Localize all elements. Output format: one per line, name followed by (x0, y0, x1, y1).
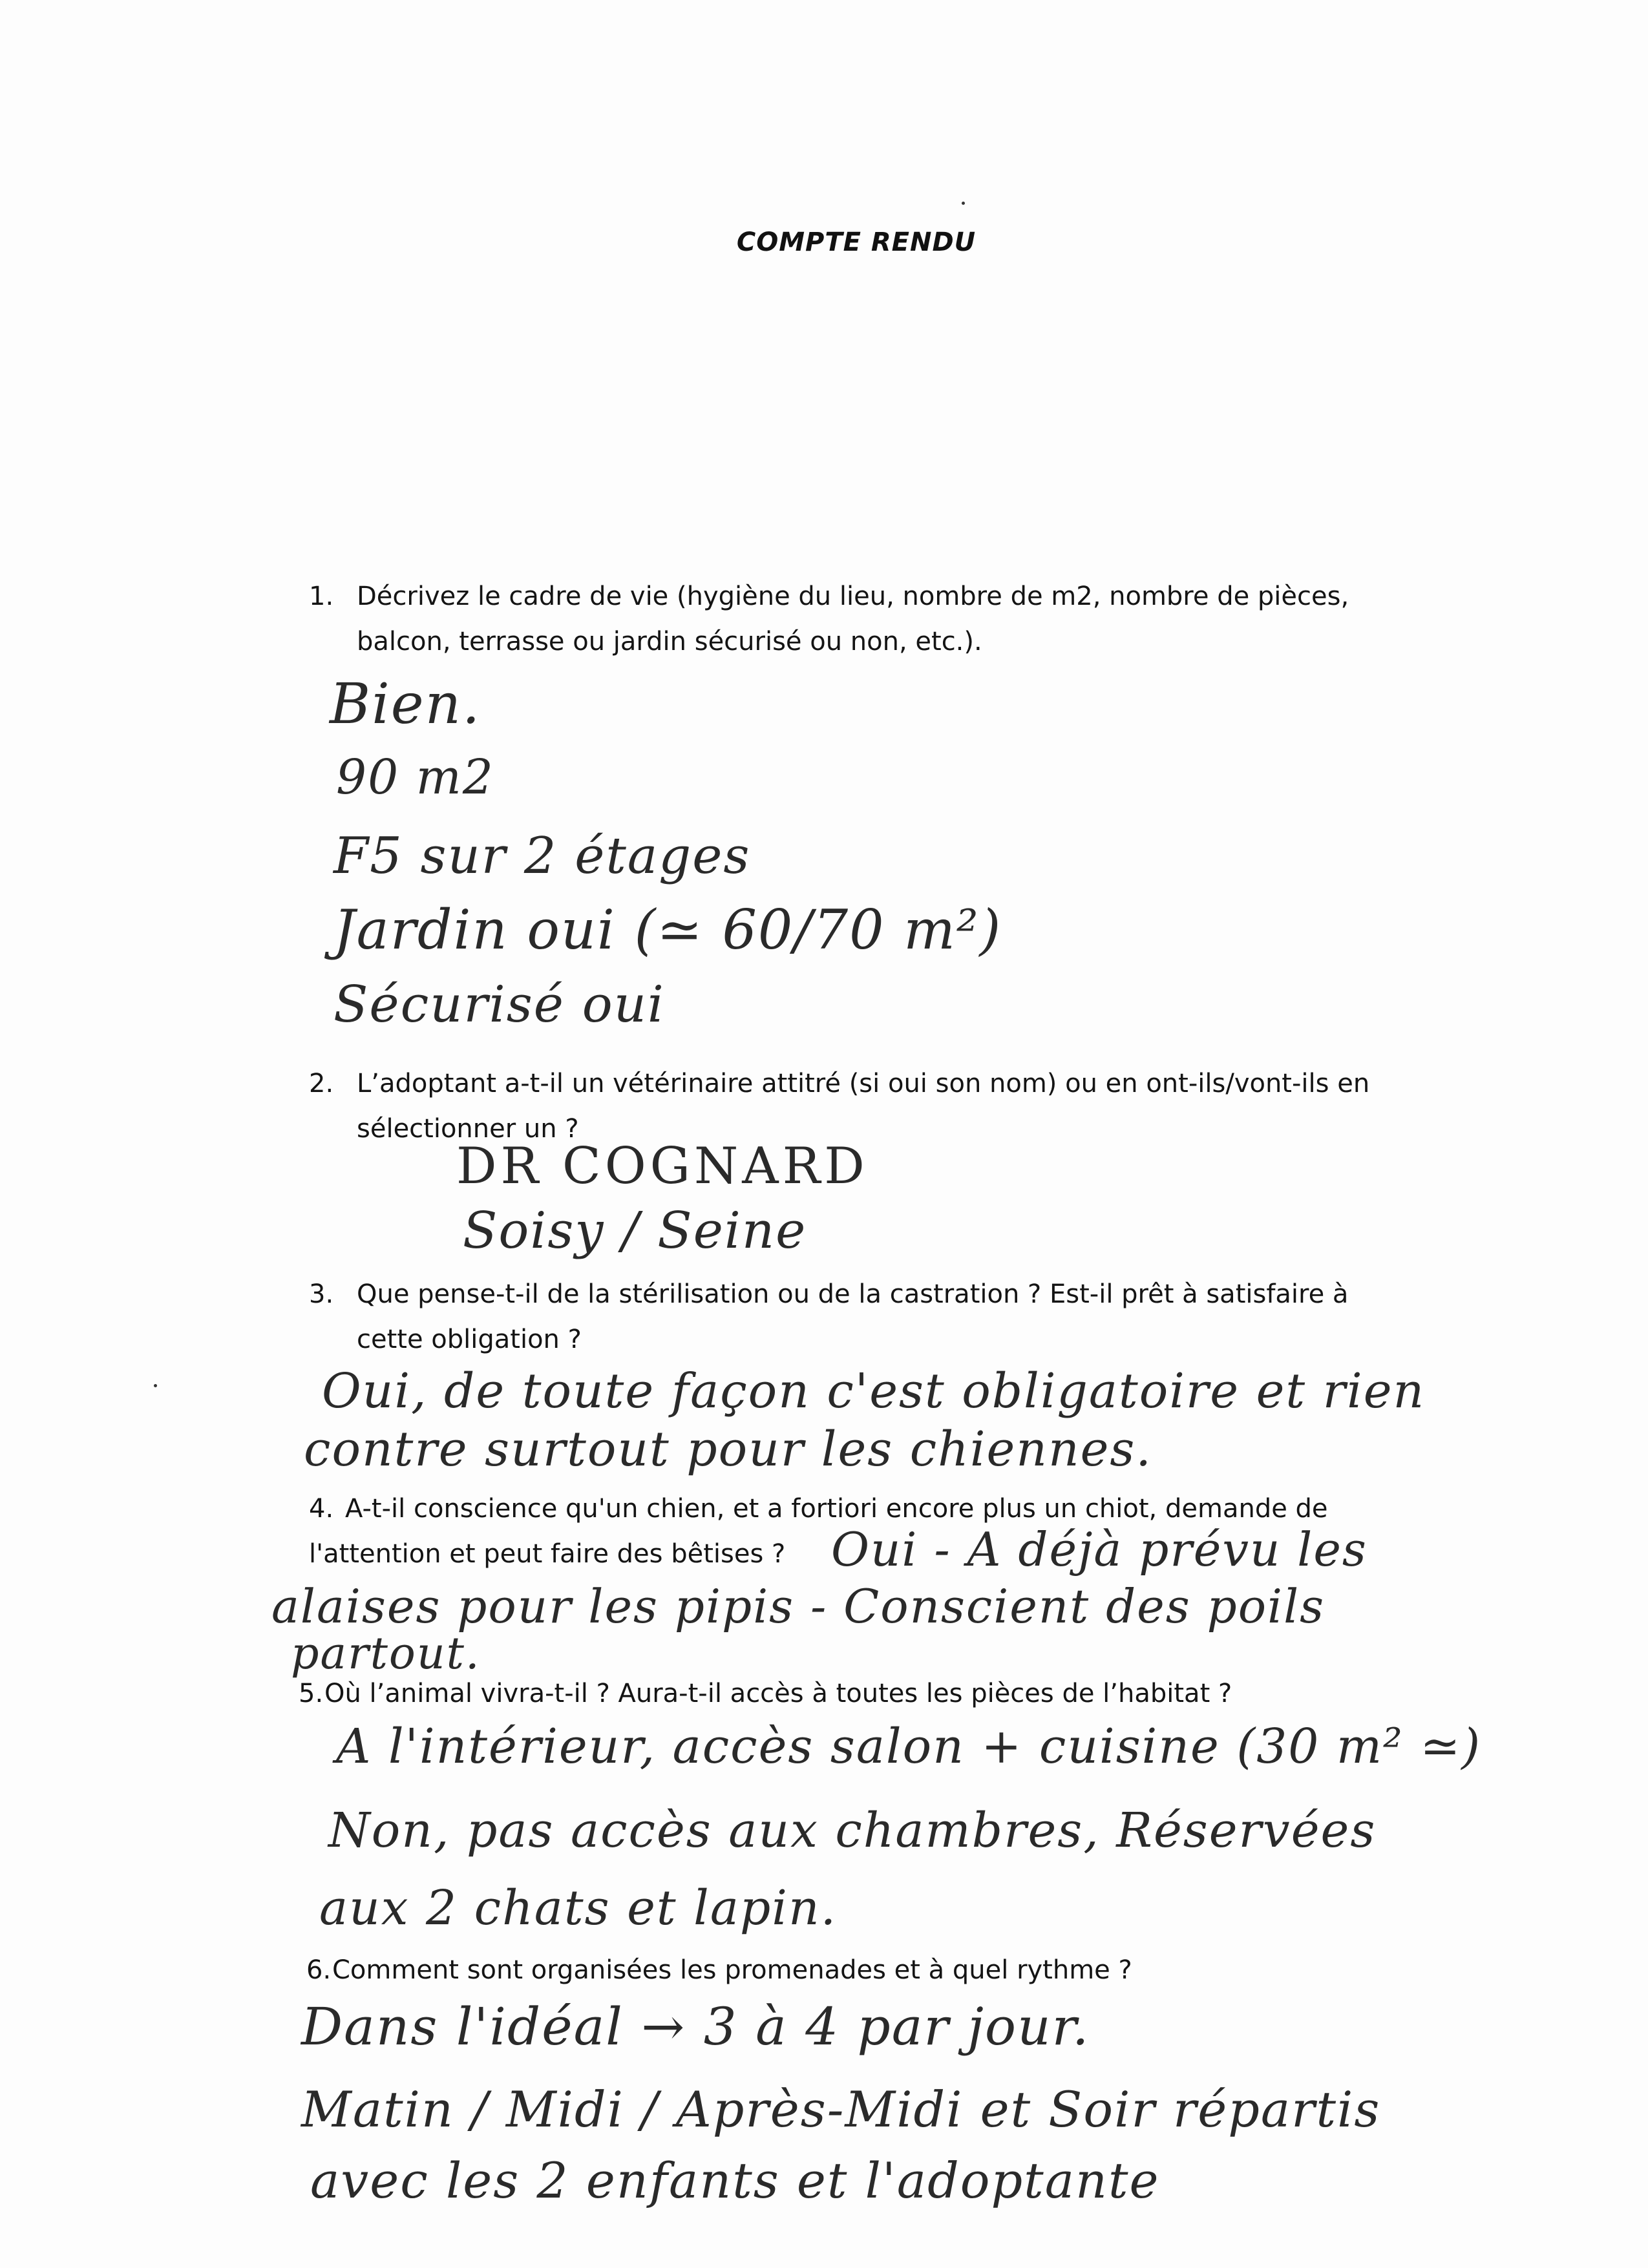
question-number: 6. (306, 1955, 332, 1985)
answer-6-line-3: avec les 2 enfants et l'adoptante (310, 2152, 1160, 2209)
answer-6-line-2: Matin / Midi / Après-Midi et Soir répartis (301, 2081, 1381, 2138)
question-5 (299, 1671, 1481, 1716)
question-number: 1. (309, 582, 334, 611)
question-text-line-2: l'attention et peut faire des bêtises ? (309, 1539, 786, 1569)
answer-1-line-4: Jardin oui (≃ 60/70 m²) (333, 898, 1002, 961)
question-number: 4. (309, 1494, 334, 1524)
ink-speck (962, 202, 965, 205)
question-6 (306, 1948, 1489, 1993)
question-number: 3. (309, 1279, 334, 1309)
question-text-line-1: Où l’animal vivra-t-il ? Aura-t-il accès à toutes les pièces de l’habitat ? (324, 1679, 1232, 1708)
answer-2-line-2: Soisy / Seine (463, 1202, 807, 1260)
answer-2-line-1: DR COGNARD (456, 1137, 869, 1195)
question-text-line-1: Décrivez le cadre de vie (hygiène du lieu, nombre de m2, nombre de pièces, (357, 582, 1349, 611)
answer-1-line-3: F5 sur 2 étages (333, 827, 751, 885)
question-text-line-1: Que pense-t-il de la stérilisation ou de la castration ? Est-il prêt à satisfaire à (357, 1279, 1349, 1309)
answer-4-line-2: alaises pour les pipis - Conscient des poils (271, 1579, 1326, 1633)
answer-5-line-3: aux 2 chats et lapin. (319, 1880, 838, 1936)
answer-4-line-1: Oui - A déjà prévu les (831, 1522, 1368, 1577)
answer-1-line-5: Sécurisé oui (333, 976, 665, 1034)
question-number: 5. (299, 1679, 324, 1708)
question-text-line-1: L’adoptant a-t-il un vétérinaire attitré (si oui son nom) ou en ont-ils/vont-ils en (357, 1069, 1370, 1098)
question-3 (309, 1272, 1459, 1362)
question-text-line-2: sélectionner un ? (357, 1114, 579, 1144)
answer-5-line-1: A l'intérieur, accès salon + cuisine (30 m² ≃) (336, 1719, 1482, 1774)
question-text-line-2: balcon, terrasse ou jardin sécurisé ou non, etc.). (357, 627, 982, 656)
question-1 (309, 574, 1459, 664)
answer-1-line-1: Bien. (330, 672, 481, 737)
answer-3-line-1: Oui, de toute façon c'est obligatoire et rien (322, 1363, 1426, 1419)
answer-3-line-2: contre surtout pour les chiennes. (304, 1422, 1152, 1477)
answer-1-line-2: 90 m2 (336, 750, 494, 805)
question-text-line-2: cette obligation ? (357, 1325, 582, 1354)
answer-4-line-3: partout. (291, 1628, 481, 1679)
ink-speck (154, 1384, 157, 1387)
question-text-line-1: A-t-il conscience qu'un chien, et a fortiori encore plus un chiot, demande de (345, 1494, 1328, 1524)
answer-5-line-2: Non, pas accès aux chambres, Réservées (328, 1803, 1377, 1858)
document-title: COMPTE RENDU (736, 227, 977, 257)
question-text-line-1: Comment sont organisées les promenades et à quel rythme ? (332, 1955, 1132, 1985)
question-number: 2. (309, 1069, 334, 1098)
answer-6-line-1: Dans l'idéal → 3 à 4 par jour. (301, 1997, 1090, 2057)
